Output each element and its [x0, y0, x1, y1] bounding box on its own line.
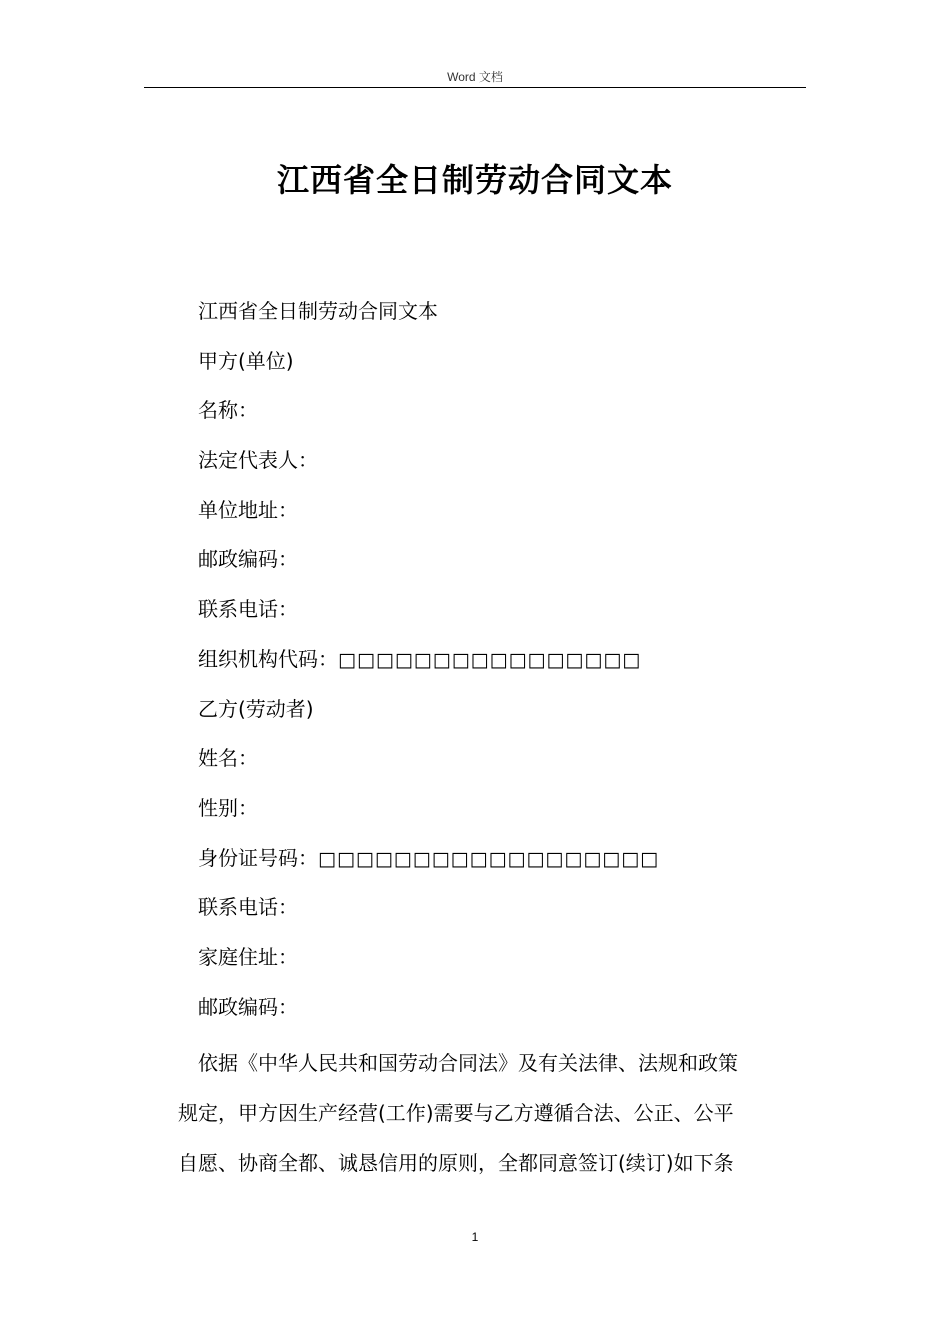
party-a-name-field: 名称： — [198, 398, 258, 423]
page-header: Word 文档 — [447, 70, 503, 84]
party-b-name-field: 姓名： — [198, 746, 258, 771]
header-divider — [144, 87, 806, 88]
org-code-label: 组织机构代码： — [198, 646, 338, 671]
id-number-boxes: □□□□□□□□□□□□□□□□□□ — [318, 847, 660, 870]
party-b-phone-field: 联系电话： — [198, 895, 298, 920]
party-a-postcode-field: 邮政编码： — [198, 547, 298, 572]
party-a-legal-rep-field: 法定代表人： — [198, 448, 318, 473]
preamble-paragraph — [178, 1038, 802, 1188]
preamble-line: 规定，甲方因生产经营(工作)需要与乙方遵循合法、公正、公平 — [178, 1101, 734, 1125]
party-a-heading: 甲方(单位) — [198, 348, 294, 373]
party-b-id-number-field — [198, 840, 818, 890]
party-a-phone-field: 联系电话： — [198, 597, 298, 622]
party-b-postcode-field: 邮政编码： — [198, 994, 298, 1019]
body-heading: 江西省全日制劳动合同文本 — [198, 299, 438, 323]
party-b-heading: 乙方(劳动者) — [198, 696, 314, 721]
contract-fields — [198, 293, 818, 1038]
party-b-address-field: 家庭住址： — [198, 944, 298, 969]
party-b-gender-field: 性别： — [198, 795, 258, 820]
preamble-line: 自愿、协商全都、诚恳信用的原则，全都同意签订(续订)如下条 — [178, 1151, 734, 1175]
document-title: 江西省全日制劳动合同文本 — [276, 161, 673, 199]
preamble-line: 依据《中华人民共和国劳动合同法》及有关法律、法规和政策 — [198, 1051, 738, 1075]
party-a-address-field: 单位地址： — [198, 497, 298, 522]
org-code-boxes: □□□□□□□□□□□□□□□□ — [338, 648, 642, 671]
party-a-org-code-field — [198, 641, 818, 691]
page-number: 1 — [471, 1230, 479, 1244]
id-number-label: 身份证号码： — [198, 845, 318, 870]
